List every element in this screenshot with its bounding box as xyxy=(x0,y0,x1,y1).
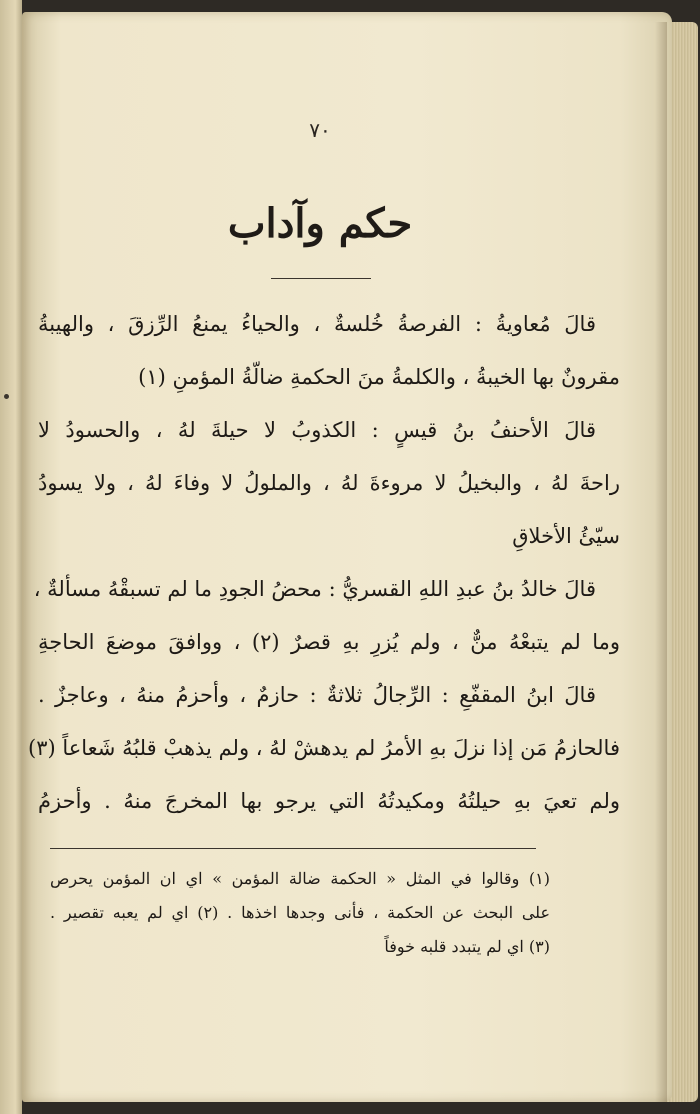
text-line: ولم تعيَ بهِ حيلتُهُ ومكيدتُهُ التي يرجو بها المخرجَ منهُ . وأحزمُ xyxy=(38,789,620,813)
title-divider xyxy=(271,278,371,279)
footnote-divider xyxy=(50,848,536,849)
footnote-line: على البحث عن الحكمة ، فأنى وجدها اخذها . (٢) اي لم يعبه تقصير . xyxy=(50,903,551,922)
footnotes xyxy=(50,862,550,964)
margin-mark xyxy=(4,394,9,399)
body-text xyxy=(27,298,620,828)
text-line: راحةَ لهُ ، والبخيلُ لا مروءةَ لهُ ، والملولُ لا وفاءَ لهُ ، ولا يسودُ xyxy=(38,471,620,495)
text-line: قالَ ابنُ المقفّعِ : الرِّجالُ ثلاثةٌ : حازمٌ ، وأحزمُ منهُ ، وعاجزٌ . xyxy=(38,683,596,707)
page-number: ٧٠ xyxy=(309,118,331,142)
footnote-line: (٣) اي لم يتبدد قلبه خوفاً xyxy=(384,937,550,956)
text-line: قالَ الأحنفُ بنُ قيسٍ : الكذوبُ لا حيلةَ لهُ ، والحسودُ لا xyxy=(38,418,596,442)
text-line: قالَ مُعاويةُ : الفرصةُ خُلسةٌ ، والحياءُ يمنعُ الرِّزقَ ، والهيبةُ xyxy=(38,312,596,336)
chapter-title: حكم وآداب xyxy=(227,200,413,247)
text-line: قالَ خالدُ بنُ عبدِ اللهِ القسريُّ : محضُ الجودِ ما لم تسبقْهُ مسألةٌ ، xyxy=(33,577,596,601)
text-line: فالحازمُ مَن إذا نزلَ بهِ الأمرُ لم يدهشْ لهُ ، ولم يذهبْ قلبُهُ شَعاعاً (٣) xyxy=(27,736,620,760)
footnote-line: (١) وقالوا في المثل « الحكمة ضالة المؤمن » اي ان المؤمن يحرص xyxy=(50,869,550,888)
text-line: وما لم يتبعْهُ منٌّ ، ولم يُزرِ بهِ قصرٌ (٢) ، ووافقَ موضعَ الحاجةِ xyxy=(38,630,620,654)
facing-page-edge xyxy=(0,0,22,1114)
text-line: مقرونٌ بها الخيبةُ ، والكلمةُ منَ الحكمةِ ضالّةُ المؤمنِ (١) xyxy=(138,365,620,389)
text-line: سيّئُ الأخلاقِ xyxy=(512,524,620,548)
page-shadow xyxy=(655,22,667,1102)
